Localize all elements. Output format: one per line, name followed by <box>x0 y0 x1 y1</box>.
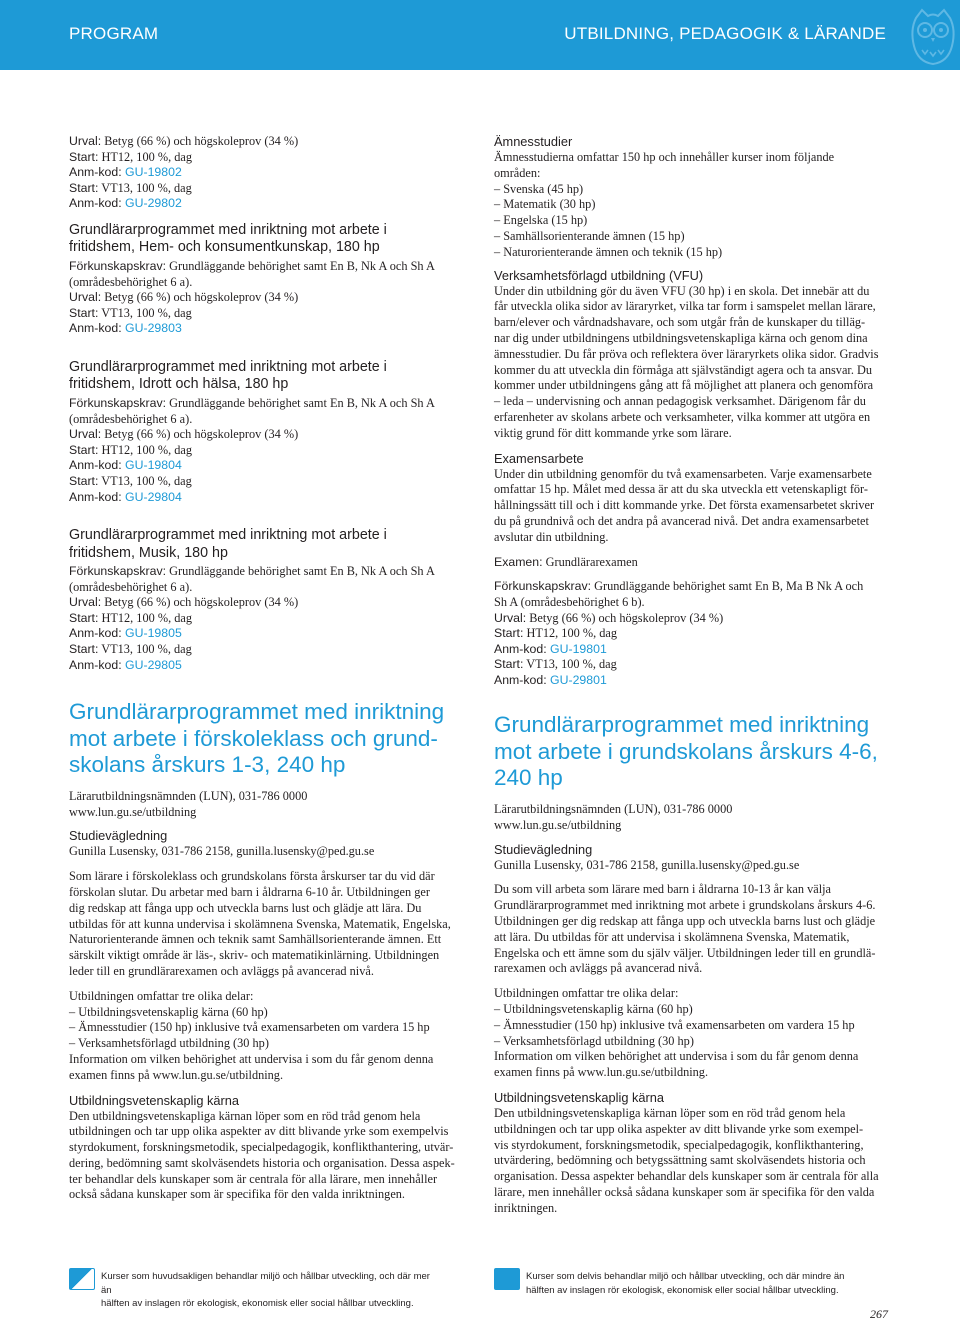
text-line: får utveckla olika sidor av läraryrket, vilka tar form i samspelet mellan lärare, <box>494 299 876 314</box>
text-line: utbildas för att kunna undervisa i skolämnena Svenska, Matematik, Engelska, <box>69 916 451 931</box>
study-guidance-label: Studievägledning <box>69 828 168 844</box>
text-line: barn/elever och vårdnadshavare, och som utgår från de kunskaper du tilläg- <box>494 315 866 330</box>
text-line: vis styrdokument, forskningsmetodik, specialpedagogik, konflikthantering, <box>494 1137 864 1152</box>
header-bar <box>0 0 960 70</box>
text-line: också sådana kunskaper som är specifika för den valda inriktningen. <box>69 1187 406 1202</box>
sustainability-partial-icon <box>69 1268 95 1290</box>
text-line: ämnesstudier. Du får pröva och reflektera över läraryrkets olika sidor. Gradvis <box>494 346 879 361</box>
text-line: Utbildningen omfattar tre olika delar: <box>69 988 254 1003</box>
text-line: – Matematik (30 hp) <box>494 197 596 212</box>
application-code: GU-29805 <box>121 657 182 672</box>
application-code: GU-29804 <box>121 489 182 504</box>
study-guidance-label: Studievägledning <box>494 841 593 857</box>
program-title: Grundlärarprogrammet med inriktning mot arbete i fritidshem, Hem- och konsumentkunskap, 180 hp <box>69 221 387 256</box>
core-label: Utbildningsvetenskaplig kärna <box>69 1092 240 1108</box>
text-line: hållningssätt till och i ditt kommande yrke. Det första examensarbetet skriver <box>494 498 875 513</box>
application-code: GU-19804 <box>121 458 182 473</box>
application-code: GU-19805 <box>121 626 182 641</box>
text-line: inriktningen. <box>494 1200 558 1215</box>
text-line: – Verksamhetsförlagd utbildning (30 hp) <box>494 1033 694 1048</box>
program-title: Grundlärarprogrammet med inriktning mot arbete i fritidshem, Musik, 180 hp <box>69 527 387 561</box>
text-line: – Engelska (15 hp) <box>494 213 588 228</box>
text-line: Du som vill arbeta som lärare med barn i åldrarna 10-13 år kan välja <box>494 882 832 897</box>
page-number: 267 <box>870 1307 888 1321</box>
text-line: examen finns på www.lun.gu.se/utbildning. <box>69 1067 284 1082</box>
text-line: viktig grund för ditt kommande yrke som lärare. <box>494 425 732 440</box>
program-hem-konsument: Grundlärarprogrammet med inriktning mot arbete i fritidshem, Hem- och konsumentkunskap, 180 hp Förkunskapskrav: Grundläggande behörighet samt En B, Nk A och Sh A (områdesbehörighet 6 a). Urval: Betyg (66 %) och högskoleprov (34 %) Start: VT13, 100 %, dag Anm-kod: GU-29803 <box>69 222 461 337</box>
text-line: rarexamen och avläggs på avancerad nivå. <box>494 961 703 976</box>
text-line: du på grundnivå och det andra på avancerad nivå. Det andra examensarbetet <box>494 513 869 528</box>
text-line: avslutar din utbildning. <box>494 529 609 544</box>
text-line: områden: <box>494 165 541 180</box>
footer-line: Kurser som huvudsakligen behandlar miljö och hållbar utveckling, och där mer än <box>101 1271 430 1296</box>
parts-paragraph <box>69 989 461 1084</box>
text-line: erfarenheter av skolans arbete och verksamheter, vilka kommer att utgöra en <box>494 409 871 424</box>
text-line: – Ämnesstudier (150 hp) inklusive två examensarbeten om vardera 15 hp <box>69 1020 430 1035</box>
program-heading: Grundlärarprogrammet med inriktning mot arbete i grundskolans årskurs 4-6, 240 hp <box>494 712 878 791</box>
application-code: GU-29802 <box>121 196 182 211</box>
text-line: dering, bedömning samt skolväsendets historia och organisation. Dessa aspek- <box>69 1155 455 1170</box>
text-line: utbildningen och tar upp olika aspekter av ditt blivande yrke som exempelvis <box>69 1124 449 1139</box>
text-line: särskilt viktigt område är läs-, skriv- och matematikinlärning. Utbildningen <box>69 948 440 963</box>
text-line: leder till en grundlärarexamen och avläggs på avancerad nivå. <box>69 963 374 978</box>
subject-studies-list <box>494 150 886 261</box>
text-line: – Naturorienterande ämnen och teknik (15 hp) <box>494 244 723 259</box>
text-line: Utbildningen omfattar tre olika delar: <box>494 986 679 1001</box>
program-forskoleklass: Grundlärarprogrammet med inriktning mot arbete i förskoleklass och grund- skolans årskurs 1-3, 240 hp Lärarutbildningsnämnden (LUN), 031-786 0000 www.lun.gu.se/utbildning Studievägledning Gunilla Lusensky, 031-786 2158, gunilla.lusensky@ped.gu.se Som lärare i förskoleklass och grundskolans första årskurser tar du vid där förskolan slutar. Du arbetar med barn i åldrarna 6-10 år. Utbildningen ger dig redskap att fånga upp och utveckla barns lust och glädje att lära. Du utbildas för att kunna undervisa i skolämnena Svenska, Matematik, Engelska, Naturorienterande ämnen och teknik samt Samhällsorienterande ämnen. Ett särskilt viktigt område är läs-, skriv- och matematikinlärning. Utbildningen leder till en grundlärarexamen och avläggs på avancerad nivå. Utbildningen omfattar tre olika delar: – Utbildningsvetenskaplig kärna (60 hp) – Ämnesstudier (150 hp) inklusive två examensarbeten om vardera 15 hp – Verksamhetsförlagd utbildning (30 hp) Information om vilken behörighet att undervisa i som du får genom denna examen finns på www.lun.gu.se/utbildning. Utbildningsvetenskaplig kärna Den utbildningsvetenskapliga kärnan löper som en röd tråd genom hela utbildningen och tar upp olika aspekter av ditt blivande yrke som exempelvis styrdokument, forskningsmetodik, specialpedagogik, konflikthantering, utvär- dering, bedömning samt skolväsendets historia och organisation. Dessa aspek- ter behandlar dels kunskaper som är centrala för alla lärare, men innehåller också sådana kunskaper som är specifika för den valda inriktningen. <box>69 699 461 1203</box>
parts-paragraph <box>494 986 886 1081</box>
text-line: Utbildningen ger dig redskap att fånga upp och utveckla barns lust och glädje <box>494 913 876 928</box>
application-code: GU-19801 <box>546 641 607 656</box>
text-line: styrdokument, forskningsmetodik, specialpedagogik, konflikthantering, utvär- <box>69 1140 454 1155</box>
intro-paragraph <box>494 882 886 977</box>
core-label: Utbildningsvetenskaplig kärna <box>494 1089 665 1105</box>
text-line: – Ämnesstudier (150 hp) inklusive två examensarbeten om vardera 15 hp <box>494 1017 855 1032</box>
text-line: kommer under utbildningens gång att få möjlighet att planera och genomföra <box>494 378 874 393</box>
text-line: – Samhällsorienterande ämnen (15 hp) <box>494 228 685 243</box>
text-line: dig redskap att fånga upp och utveckla barns lust och glädje att lära. Du <box>69 900 422 915</box>
right-column: Ämnesstudier Ämnesstudierna omfattar 150 hp och innehåller kurser inom följande områden: – Svenska (45 hp) – Matematik (30 hp) – Engelska (15 hp) – Samhällsorienterande ämnen (15 hp) – Naturorienterande ämnen och teknik (15 hp) Verksamhetsförlagd utbildning (VFU) Under din utbildning gör du även VFU (30 hp) i en skola. Det innebär att du får utveckla olika sidor av läraryrket, vilka tar form i samspelet mellan lärare, barn/elever och vårdnadshavare, och som utgår från de kunskaper du tilläg- nar dig under utbildningens utbildningsvetenskapliga kärna och genom dina ämnesstudier. Du får pröva och reflektera över läraryrkets olika sidor. Gradvis kommer du att utveckla din förmåga att självständigt agera och ta ansvar. Du kommer under utbildningens gång att få möjlighet att planera och genomföra – leda – undervisning och annan pedagogisk verksamhet. Därigenom får du erfarenheter av skolans arbete och verksamheter, vilka kommer att utgöra en viktig grund för ditt kommande yrke som lärare. Examensarbete Under din utbildning genomför du två examensarbeten. Varje examensarbete omfattar 15 hp. Målet med dessa är att du ska utveckla ett vetenskapligt för- hållningssätt till och i ditt kommande yrke. Det första examensarbetet skriver du på grundnivå och det andra på avancerad nivå. Det andra examensarbetet avslutar din utbildning. Examen: Grundlärarexamen Förkunskapskrav: Grundläggande behörighet samt En B, Ma B Nk A och Sh A (områdesbehörighet 6 b). Urval: Betyg (66 %) och högskoleprov (34 %) Start: HT12, 100 %, dag Anm-kod: GU-19801 Start: VT13, 100 %, dag Anm-kod: GU-29801 Grundlärarprogrammet med inriktning mot arbete i grundskolans årskurs 4-6, 240 hp Lärarutbildningsnämnden (LUN), 031-786 0000 www.lun.gu.se/utbildning Studievägledning Gunilla Lusensky, 031-786 2158, gunilla.lusensky@ped.gu.se Du som vill arbeta som lärare med barn i åldrarna 10-13 år kan välja Grundlärarprogrammet med inriktning mot arbete i grundskolans årskurs 4-6. Utbildningen ger dig redskap att fånga upp och utveckla barns lust och glädje att lära. Du utbildas för att undervisa i skolämnena Svenska, Matematik, Engelska och ett ämne som du själv väljer. Utbildningen leder till en grundlä- rarexamen och avläggs på avancerad nivå. Utbildningen omfattar tre olika delar: – Utbildningsvetenskaplig kärna (60 hp) – Ämnesstudier (150 hp) inklusive två examensarbeten om vardera 15 hp – Verksamhetsförlagd utbildning (30 hp) Information om vilken behörighet att undervisa i som du får genom denna examen finns på www.lun.gu.se/utbildning. Utbildningsvetenskaplig kärna Den utbildningsvetenskapliga kärnan löper som en röd tråd genom hela utbildningen och tar upp olika aspekter av ditt blivande yrke som exempel- vis styrdokument, forskningsmetodik, specialpedagogik, konflikthantering, utvärdering, bedömning och betygssättning samt skolväsendets historia och organisation. Dessa aspekter behandlar dels kunskaper som är centrala för alla lärare, men innehåller också sådana kunskaper som är specifika för den valda inriktningen. <box>494 134 886 1217</box>
program-title: Grundlärarprogrammet med inriktning mot arbete i fritidshem, Idrott och hälsa, 180 hp <box>69 358 387 393</box>
core-paragraph <box>69 1109 461 1204</box>
text-line: kommer du att utveckla din förmåga att självständigt agera och ta ansvar. Du <box>494 362 873 377</box>
text-line: Naturorienterande ämnen och teknik samt Samhällsorienterande ämnen. Ett <box>69 932 442 947</box>
text-line: Den utbildningsvetenskapliga kärnan löper som en röd tråd genom hela <box>69 1108 421 1123</box>
text-line: Som lärare i förskoleklass och grundskolans första årskurser tar du vid där <box>69 869 435 884</box>
program-musik: Grundlärarprogrammet med inriktning mot arbete i fritidshem, Musik, 180 hp Förkunskapskrav: Grundläggande behörighet samt En B, Nk A och Sh A (områdesbehörighet 6 a). Urval: Betyg (66 %) och högskoleprov (34 %) Start: HT12, 100 %, dag Anm-kod: GU-19805 Start: VT13, 100 %, dag Anm-kod: GU-29805 <box>69 527 461 673</box>
application-code: GU-19802 <box>121 165 182 180</box>
text-line: nar dig under utbildningens utbildningsvetenskapliga kärna och genom dina <box>494 330 868 345</box>
text-line: omfattar 15 hp. Målet med dessa är att du ska utveckla ett vetenskapligt för- <box>494 482 869 497</box>
admission-block-top: Urval: Betyg (66 %) och högskoleprov (34 %) Start: HT12, 100 %, dag Anm-kod: GU-19802 Start: VT13, 100 %, dag Anm-kod: GU-29802 <box>69 134 299 211</box>
program-idrott-halsa: Grundlärarprogrammet med inriktning mot arbete i fritidshem, Idrott och hälsa, 180 hp Förkunskapskrav: Grundläggande behörighet samt En B, Nk A och Sh A (områdesbehörighet 6 a). Urval: Betyg (66 %) och högskoleprov (34 %) Start: HT12, 100 %, dag Anm-kod: GU-19804 Start: VT13, 100 %, dag Anm-kod: GU-29804 <box>69 359 461 505</box>
text-line: – Utbildningsvetenskaplig kärna (60 hp) <box>69 1004 268 1019</box>
text-line: utvärdering, bedömning och betygssättning samt skolväsendets historia och <box>494 1153 866 1168</box>
application-code: GU-29803 <box>121 321 182 336</box>
text-line: organisation. Dessa aspekter behandlar dels kunskaper som är centrala för alla <box>494 1169 879 1184</box>
admission-block: Förkunskapskrav: Grundläggande behörighet samt En B, Ma B Nk A och Sh A (områdesbehörighet 6 b). Urval: Betyg (66 %) och högskoleprov (34 %) Start: HT12, 100 %, dag Anm-kod: GU-19801 Start: VT13, 100 %, dag Anm-kod: GU-29801 <box>494 579 864 687</box>
program-arskurs-4-6: Grundlärarprogrammet med inriktning mot arbete i grundskolans årskurs 4-6, 240 hp Lärarutbildningsnämnden (LUN), 031-786 0000 www.lun.gu.se/utbildning Studievägledning Gunilla Lusensky, 031-786 2158, gunilla.lusensky@ped.gu.se Du som vill arbeta som lärare med barn i åldrarna 10-13 år kan välja Grundlärarprogrammet med inriktning mot arbete i grundskolans årskurs 4-6. Utbildningen ger dig redskap att fånga upp och utveckla barns lust och glädje att lära. Du utbildas för att undervisa i skolämnena Svenska, Matematik, Engelska och ett ämne som du själv väljer. Utbildningen leder till en grundlä- rarexamen och avläggs på avancerad nivå. Utbildningen omfattar tre olika delar: – Utbildningsvetenskaplig kärna (60 hp) – Ämnesstudier (150 hp) inklusive två examensarbeten om vardera 15 hp – Verksamhetsförlagd utbildning (30 hp) Information om vilken behörighet att undervisa i som du får genom denna examen finns på www.lun.gu.se/utbildning. Utbildningsvetenskaplig kärna Den utbildningsvetenskapliga kärnan löper som en röd tråd genom hela utbildningen och tar upp olika aspekter av ditt blivande yrke som exempel- vis styrdokument, forskningsmetodik, specialpedagogik, konflikthantering, utvärdering, bedömning och betygssättning samt skolväsendets historia och organisation. Dessa aspekter behandlar dels kunskaper som är centrala för alla lärare, men innehåller också sådana kunskaper som är specifika för den valda inriktningen. <box>494 712 886 1216</box>
owl-logo-icon <box>908 8 958 66</box>
text-line: ter behandlar dels kunskaper som är centrala för alla lärare, men innehåller <box>69 1171 438 1186</box>
text-line: – Utbildningsvetenskaplig kärna (60 hp) <box>494 1001 693 1016</box>
footer-line: hälften av inslagen rör ekologisk, ekonomisk eller social hållbar utveckling. <box>526 1284 839 1296</box>
text-line: examen finns på www.lun.gu.se/utbildning. <box>494 1065 709 1080</box>
text-line: förskolan slutar. Du arbetar med barn i åldrarna 6-10 år. Utbildningen ger <box>69 884 430 899</box>
text-line: utbildningen och tar upp olika aspekter av ditt blivande yrke som exempel- <box>494 1121 864 1136</box>
text-line: – Svenska (45 hp) <box>494 181 584 196</box>
application-code: GU-29801 <box>546 672 607 687</box>
left-column <box>69 134 461 1203</box>
footer-line: hälften av inslagen rör ekologisk, ekonomisk eller social hållbar utveckling. <box>101 1298 414 1309</box>
header-left-title: PROGRAM <box>69 24 159 43</box>
subject-studies-label: Ämnesstudier <box>494 134 573 149</box>
text-line: – leda – undervisning och annan pedagogisk verksamhet. Därigenom får du <box>494 394 866 409</box>
footer-note-right <box>526 1270 861 1297</box>
vfu-paragraph <box>494 284 886 442</box>
text-line: Ämnesstudierna omfattar 150 hp och innehåller kurser inom följande <box>494 150 835 164</box>
text-line: Under din utbildning gör du även VFU (30 hp) i en skola. Det innebär att du <box>494 283 870 298</box>
text-line: Under din utbildning genomför du två examensarbeten. Varje examensarbete <box>494 466 872 481</box>
text-line: – Verksamhetsförlagd utbildning (30 hp) <box>69 1036 269 1051</box>
text-line: Information om vilken behörighet att undervisa i som du får genom denna <box>494 1049 859 1064</box>
text-line: lärare, men innehåller också sådana kunskaper som är specifika för den valda <box>494 1184 875 1199</box>
footer-note-left <box>101 1270 436 1311</box>
vfu-label: Verksamhetsförlagd utbildning (VFU) <box>494 267 704 283</box>
core-paragraph <box>494 1106 886 1217</box>
text-line: Grundlärarprogrammet med inriktning mot arbete i grundskolans årskurs 4-6. <box>494 898 876 913</box>
program-heading: Grundlärarprogrammet med inriktning mot arbete i förskoleklass och grund- skolans årskurs 1-3, 240 hp <box>69 699 445 778</box>
header-right-title: UTBILDNING, PEDAGOGIK & LÄRANDE <box>564 24 886 43</box>
thesis-paragraph <box>494 467 886 546</box>
text-line: Den utbildningsvetenskapliga kärnan löper som en röd tråd genom hela <box>494 1105 846 1120</box>
footer-line: Kurser som delvis behandlar miljö och hållbar utveckling, och där mindre än <box>526 1271 845 1282</box>
text-line: att lära. Du utbildas för att undervisa i skolämnena Svenska, Matematik, <box>494 929 850 944</box>
text-line: Information om vilken behörighet att undervisa i som du får genom denna <box>69 1051 434 1066</box>
thesis-label: Examensarbete <box>494 450 584 466</box>
intro-paragraph <box>69 869 461 980</box>
text-line: Engelska och ett ämne som du själv väljer. Utbildningen leder till en grundlä- <box>494 945 876 960</box>
sustainability-main-icon <box>494 1268 520 1290</box>
